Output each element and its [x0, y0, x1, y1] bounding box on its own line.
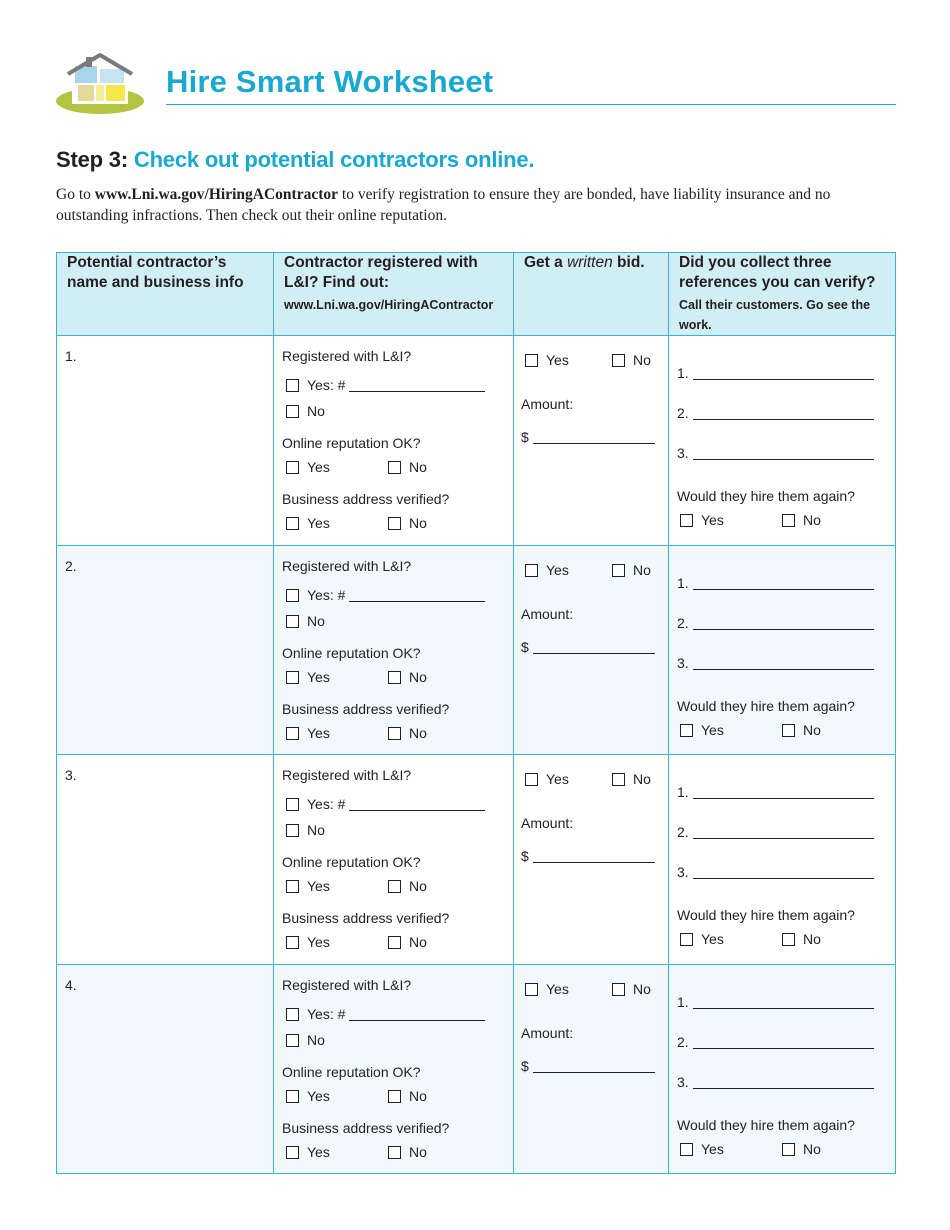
option-label: Yes: #	[307, 796, 346, 812]
checkbox[interactable]	[612, 354, 625, 367]
option-label: Yes	[307, 724, 330, 741]
amount-entry[interactable]	[521, 429, 655, 445]
ref-number: 1.	[677, 784, 689, 800]
ref-number: 2.	[677, 1033, 689, 1050]
header-contractor-name	[57, 253, 274, 336]
bid-yes-option[interactable]	[525, 981, 569, 997]
option-label: Yes	[307, 668, 330, 685]
references-cell	[669, 755, 896, 965]
checkbox[interactable]	[680, 933, 693, 946]
ref-number: 3.	[677, 445, 689, 461]
reputation-yes-option[interactable]	[286, 669, 330, 685]
registration-cell	[274, 964, 514, 1174]
reference-2[interactable]	[677, 1034, 874, 1050]
reputation-yes-option[interactable]	[286, 459, 330, 475]
checkbox[interactable]	[612, 564, 625, 577]
checkbox[interactable]	[388, 727, 401, 740]
hire-again-label: Would they hire them again?	[677, 697, 855, 714]
amount-label: Amount:	[521, 1024, 574, 1041]
online-reputation-label: Online reputation OK?	[282, 644, 421, 661]
references-cell	[669, 545, 896, 755]
amount-field[interactable]	[533, 1072, 655, 1073]
checkbox[interactable]	[388, 1146, 401, 1159]
option-label: Yes	[701, 1140, 724, 1157]
checkbox[interactable]	[286, 798, 299, 811]
option-label: No	[803, 721, 821, 738]
bid-cell	[514, 755, 669, 965]
bid-cell	[514, 964, 669, 1174]
option-label: Yes	[307, 515, 330, 531]
checkbox[interactable]	[388, 880, 401, 893]
reputation-no-option[interactable]	[388, 669, 427, 685]
registered-no-option[interactable]	[286, 1032, 325, 1048]
header-col2-text: Contractor registered with L&I? Find out:	[284, 254, 478, 291]
references-cell	[669, 336, 896, 546]
amount-entry[interactable]	[521, 848, 655, 864]
option-label: No	[633, 561, 651, 578]
reference-field[interactable]	[693, 629, 874, 630]
reference-field[interactable]	[693, 419, 874, 420]
option-label: Yes: #	[307, 377, 346, 393]
registration-cell	[274, 755, 514, 965]
option-label: Yes	[546, 352, 569, 368]
online-reputation-label: Online reputation OK?	[282, 854, 421, 870]
option-label: No	[307, 403, 325, 419]
checkbox[interactable]	[388, 1090, 401, 1103]
checkbox[interactable]	[286, 936, 299, 949]
header-references	[669, 253, 896, 336]
registered-label: Registered with L&I?	[282, 557, 412, 574]
amount-entry[interactable]	[521, 1058, 655, 1074]
online-reputation-label: Online reputation OK?	[282, 1063, 421, 1080]
checkbox[interactable]	[286, 880, 299, 893]
hire-again-label: Would they hire them again?	[677, 907, 855, 923]
checkbox[interactable]	[286, 615, 299, 628]
hire-again-label: Would they hire them again?	[677, 1116, 855, 1133]
amount-field[interactable]	[533, 443, 655, 444]
dollar-sign: $	[521, 638, 529, 655]
header-col1-text: Potential contractor’s name and business info	[67, 254, 244, 291]
hire-again-yes-option[interactable]	[680, 931, 724, 947]
page-header	[56, 52, 896, 118]
contractor-table	[56, 252, 896, 1174]
registered-no-option[interactable]	[286, 613, 325, 629]
ref-number: 1.	[677, 574, 689, 591]
hire-again-no-option[interactable]	[782, 931, 821, 947]
business-address-label: Business address verified?	[282, 491, 450, 507]
checkbox[interactable]	[388, 671, 401, 684]
registered-yes-option[interactable]	[286, 377, 485, 393]
checkbox[interactable]	[525, 354, 538, 367]
reference-2[interactable]	[677, 615, 874, 631]
address-no-option[interactable]	[388, 515, 427, 531]
row-number: 1.	[65, 348, 77, 364]
ref-number: 3.	[677, 1073, 689, 1090]
option-label: No	[409, 1143, 427, 1160]
ref-number: 1.	[677, 365, 689, 381]
checkbox[interactable]	[525, 983, 538, 996]
ref-number: 2.	[677, 614, 689, 631]
reference-field[interactable]	[693, 1008, 874, 1009]
header-col2-url: www.Lni.wa.gov/HiringAContractor	[284, 298, 494, 312]
reference-1[interactable]	[677, 784, 874, 800]
option-label: No	[409, 1087, 427, 1104]
contractor-info-cell[interactable]	[57, 545, 274, 755]
reference-field[interactable]	[693, 838, 874, 839]
table-row	[57, 545, 896, 755]
references-cell	[669, 964, 896, 1174]
registered-label: Registered with L&I?	[282, 767, 412, 783]
reputation-yes-option[interactable]	[286, 878, 330, 894]
checkbox[interactable]	[388, 517, 401, 530]
reputation-no-option[interactable]	[388, 878, 427, 894]
option-label: Yes: #	[307, 1005, 346, 1022]
address-yes-option[interactable]	[286, 934, 330, 950]
reputation-yes-option[interactable]	[286, 1088, 330, 1104]
hire-again-yes-option[interactable]	[680, 1141, 724, 1157]
intro-after: to verify registration to ensure they are bonded, have liability insurance and no outstanding infractions. Then check out their online reputation.	[56, 186, 831, 224]
reference-1[interactable]	[677, 994, 874, 1010]
checkbox[interactable]	[782, 1143, 795, 1156]
option-label: No	[633, 980, 651, 997]
option-label: No	[633, 771, 651, 787]
business-address-label: Business address verified?	[282, 700, 450, 717]
bid-yes-option[interactable]	[525, 562, 569, 578]
registered-no-option[interactable]	[286, 822, 325, 838]
checkbox[interactable]	[388, 461, 401, 474]
table-header-row	[57, 253, 896, 336]
page-title: Hire Smart Worksheet	[166, 64, 494, 99]
ref-number: 3.	[677, 654, 689, 671]
contractor-info-cell[interactable]	[57, 964, 274, 1174]
checkbox[interactable]	[525, 564, 538, 577]
checkbox[interactable]	[680, 724, 693, 737]
bid-no-option[interactable]	[612, 562, 651, 578]
online-reputation-label: Online reputation OK?	[282, 435, 421, 451]
reputation-no-option[interactable]	[388, 1088, 427, 1104]
table-row	[57, 964, 896, 1174]
checkbox[interactable]	[525, 773, 538, 786]
hire-again-yes-option[interactable]	[680, 722, 724, 738]
bid-no-option[interactable]	[612, 981, 651, 997]
reference-1[interactable]	[677, 365, 874, 381]
checkbox[interactable]	[782, 933, 795, 946]
hire-again-no-option[interactable]	[782, 512, 821, 528]
address-yes-option[interactable]	[286, 1144, 330, 1160]
registered-yes-option[interactable]	[286, 796, 485, 812]
step-label: Step 3:	[56, 147, 128, 172]
reference-2[interactable]	[677, 405, 874, 421]
option-label: Yes	[307, 459, 330, 475]
business-address-label: Business address verified?	[282, 910, 450, 926]
row-number: 3.	[65, 767, 77, 783]
option-label: No	[409, 878, 427, 894]
address-yes-option[interactable]	[286, 515, 330, 531]
bid-yes-option[interactable]	[525, 771, 569, 787]
checkbox[interactable]	[286, 1146, 299, 1159]
step-text: Check out potential contractors online.	[133, 147, 535, 172]
option-label: Yes	[701, 512, 724, 528]
address-no-option[interactable]	[388, 934, 427, 950]
license-number-field[interactable]	[349, 601, 485, 602]
header-col3-italic: written	[567, 254, 613, 271]
reference-field[interactable]	[693, 1088, 874, 1089]
row-number: 4.	[65, 976, 77, 993]
amount-label: Amount:	[521, 396, 574, 412]
amount-label: Amount:	[521, 605, 574, 622]
option-label: No	[307, 612, 325, 629]
house-logo-icon	[56, 52, 148, 118]
title-divider	[166, 104, 896, 105]
bid-no-option[interactable]	[612, 771, 651, 787]
reference-field[interactable]	[693, 379, 874, 380]
checkbox[interactable]	[286, 824, 299, 837]
option-label: Yes	[307, 934, 330, 950]
registered-label: Registered with L&I?	[282, 348, 412, 364]
option-label: No	[409, 934, 427, 950]
option-label: No	[307, 822, 325, 838]
option-label: Yes	[307, 878, 330, 894]
option-label: No	[307, 1031, 325, 1048]
checkbox[interactable]	[286, 671, 299, 684]
checkbox[interactable]	[680, 1143, 693, 1156]
amount-field[interactable]	[533, 862, 655, 863]
option-label: No	[409, 724, 427, 741]
header-registered	[274, 253, 514, 336]
amount-field[interactable]	[533, 653, 655, 654]
reference-field[interactable]	[693, 798, 874, 799]
registered-label: Registered with L&I?	[282, 976, 412, 993]
header-col4-text: Did you collect three references you can verify?	[679, 254, 876, 291]
checkbox[interactable]	[782, 724, 795, 737]
option-label: Yes	[701, 721, 724, 738]
table-row	[57, 755, 896, 965]
reference-field[interactable]	[693, 589, 874, 590]
ref-number: 2.	[677, 405, 689, 421]
checkbox[interactable]	[612, 773, 625, 786]
checkbox[interactable]	[286, 517, 299, 530]
reference-field[interactable]	[693, 669, 874, 670]
reference-3[interactable]	[677, 1074, 874, 1090]
checkbox[interactable]	[286, 589, 299, 602]
dollar-sign: $	[521, 1057, 529, 1074]
table-row	[57, 336, 896, 546]
contractor-info-cell[interactable]	[57, 755, 274, 965]
registered-no-option[interactable]	[286, 403, 325, 419]
reference-field[interactable]	[693, 878, 874, 879]
option-label: Yes: #	[307, 586, 346, 603]
ref-number: 3.	[677, 864, 689, 880]
option-label: No	[409, 459, 427, 475]
reference-field[interactable]	[693, 459, 874, 460]
address-no-option[interactable]	[388, 1144, 427, 1160]
bid-yes-option[interactable]	[525, 352, 569, 368]
reference-1[interactable]	[677, 575, 874, 591]
option-label: No	[803, 931, 821, 947]
hire-again-label: Would they hire them again?	[677, 488, 855, 504]
checkbox[interactable]	[286, 379, 299, 392]
step-heading	[56, 147, 534, 173]
header-col4-sub: Call their customers. Go see the work.	[679, 298, 871, 332]
reputation-no-option[interactable]	[388, 459, 427, 475]
license-number-field[interactable]	[349, 1020, 485, 1021]
reference-field[interactable]	[693, 1048, 874, 1049]
bid-no-option[interactable]	[612, 352, 651, 368]
amount-label: Amount:	[521, 815, 574, 831]
bid-cell	[514, 545, 669, 755]
header-col3-before: Get a	[524, 254, 568, 271]
bid-cell	[514, 336, 669, 546]
header-col3-after: bid.	[612, 254, 645, 271]
option-label: Yes	[701, 931, 724, 947]
checkbox[interactable]	[286, 405, 299, 418]
option-label: Yes	[546, 771, 569, 787]
header-bid	[514, 253, 669, 336]
checkbox[interactable]	[680, 514, 693, 527]
checkbox[interactable]	[286, 1008, 299, 1021]
option-label: Yes	[307, 1087, 330, 1104]
dollar-sign: $	[521, 848, 529, 864]
ref-number: 2.	[677, 824, 689, 840]
checkbox[interactable]	[286, 1090, 299, 1103]
reference-3[interactable]	[677, 864, 874, 880]
checkbox[interactable]	[782, 514, 795, 527]
checkbox[interactable]	[286, 727, 299, 740]
reference-3[interactable]	[677, 655, 874, 671]
checkbox[interactable]	[286, 1034, 299, 1047]
registration-cell	[274, 545, 514, 755]
license-number-field[interactable]	[349, 391, 485, 392]
checkbox[interactable]	[388, 936, 401, 949]
option-label: No	[803, 1140, 821, 1157]
intro-before: Go to	[56, 186, 95, 203]
registered-yes-option[interactable]	[286, 1006, 485, 1022]
reference-3[interactable]	[677, 445, 874, 461]
contractor-info-cell[interactable]	[57, 336, 274, 546]
intro-paragraph	[56, 184, 901, 226]
hire-again-no-option[interactable]	[782, 722, 821, 738]
address-yes-option[interactable]	[286, 725, 330, 741]
option-label: Yes	[546, 561, 569, 578]
registration-cell	[274, 336, 514, 546]
option-label: Yes	[307, 1143, 330, 1160]
option-label: No	[633, 352, 651, 368]
row-number: 2.	[65, 557, 77, 574]
hire-again-yes-option[interactable]	[680, 512, 724, 528]
option-label: No	[803, 512, 821, 528]
option-label: No	[409, 668, 427, 685]
address-no-option[interactable]	[388, 725, 427, 741]
option-label: No	[409, 515, 427, 531]
ref-number: 1.	[677, 993, 689, 1010]
amount-entry[interactable]	[521, 639, 655, 655]
reference-2[interactable]	[677, 824, 874, 840]
option-label: Yes	[546, 980, 569, 997]
checkbox[interactable]	[612, 983, 625, 996]
license-number-field[interactable]	[349, 810, 485, 811]
dollar-sign: $	[521, 429, 529, 445]
intro-url: www.Lni.wa.gov/HiringAContractor	[94, 186, 339, 203]
hire-again-no-option[interactable]	[782, 1141, 821, 1157]
business-address-label: Business address verified?	[282, 1119, 450, 1136]
registered-yes-option[interactable]	[286, 587, 485, 603]
checkbox[interactable]	[286, 461, 299, 474]
